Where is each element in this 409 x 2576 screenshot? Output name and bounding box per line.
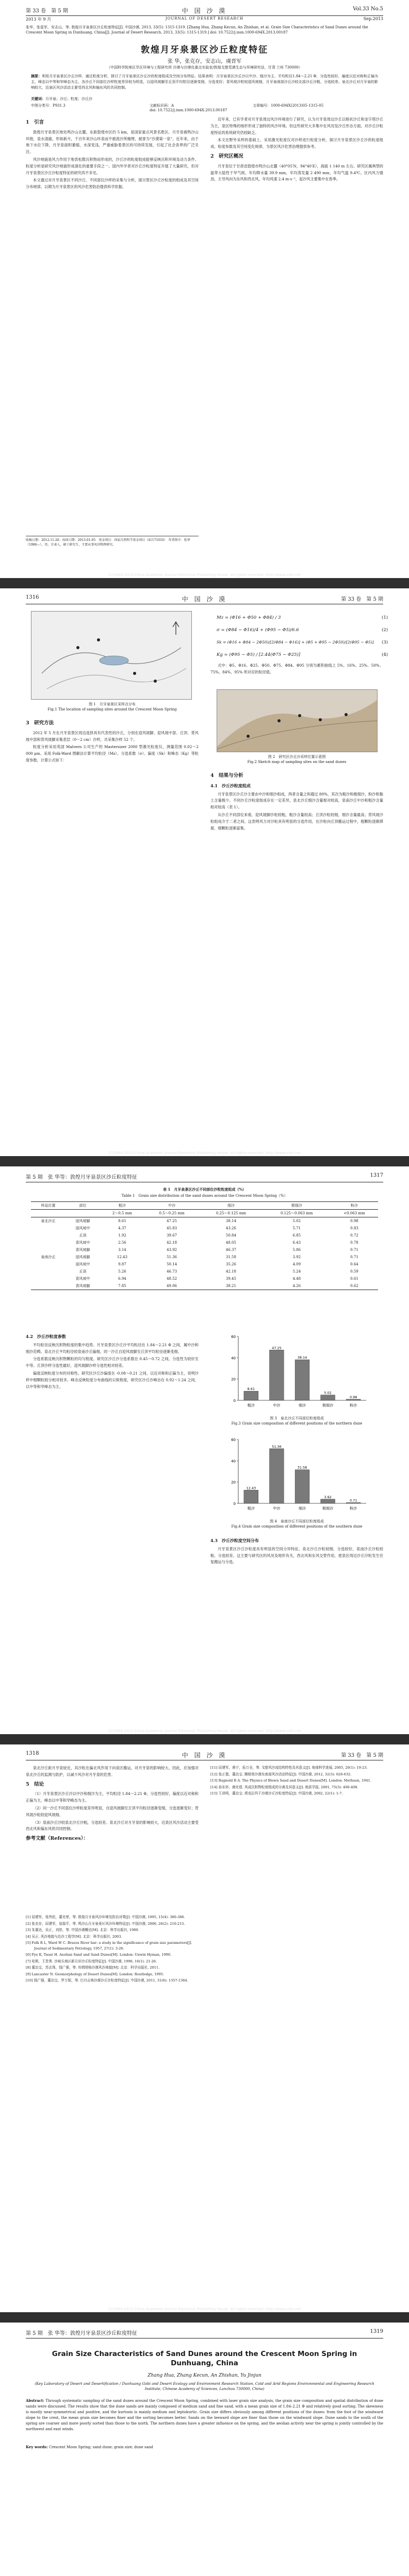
caption-en: Fig.3 Grain size composition of different positions of the northern dune bbox=[231, 1421, 363, 1426]
table-cell: 背风坡脚 bbox=[75, 1248, 90, 1252]
table-cell: 7.85 bbox=[118, 1284, 126, 1288]
table-header-cell: 粉沙 bbox=[350, 1204, 358, 1208]
equation-1: Mz = (Φ16 + Φ50 + Φ84) / 3 bbox=[217, 615, 281, 620]
table-row bbox=[31, 1217, 378, 1225]
paragraph: 平均粒径反映沉积物粒度的集中趋势。月牙泉景区沙丘沙平均粒径在 1.84～2.21 Φ 之间，属中沙和细沙范畴。泉北沙丘平均粒径较泉南沙丘偏细，同一沙丘自迎风坡脚至丘顶平均粒径逐渐变细。 bbox=[26, 1342, 199, 1354]
table-row bbox=[31, 1232, 378, 1239]
paper-title: 敦煌月牙泉景区沙丘粒度特征 bbox=[141, 45, 268, 55]
paragraph: （3）泉南沙丘沙较泉北沙丘沙粗，分选较差。泉北沙丘对月牙泉的影响较大，近泉区风沙活动主要受西北风和偏东风的共同控制。 bbox=[26, 1820, 199, 1832]
equation-3: Sk = (Φ16 + Φ84 − 2Φ50)/[2(Φ84 − Φ16)] + (Φ5 + Φ95 − 2Φ50)/[2(Φ95 − Φ5)] bbox=[217, 640, 374, 645]
page-number: 1318 bbox=[26, 1751, 39, 1756]
keywords bbox=[31, 96, 378, 102]
watermark: (C)1994-2013 China Academic Journal Electronic Publishing House. All rights reserved. http://www.cnki.net bbox=[108, 573, 301, 577]
data-label: 51.36 bbox=[272, 1444, 282, 1449]
figure-4-caption bbox=[210, 1519, 383, 1529]
page-2 bbox=[0, 588, 409, 1156]
doc-code: 文献标识码：A bbox=[150, 104, 174, 108]
page-separator bbox=[0, 1734, 409, 1744]
page-separator bbox=[0, 2312, 409, 2323]
paragraph: 月牙泉景区沙丘沙主要由中沙和细沙组成，两者含量之和超过 80%，其次为粗沙和极细沙，粉沙和黏土含量极少。不同沙丘沙粒度组成存在一定差异，泉北沙丘细沙含量相对较高，泉南沙丘中沙和粗沙含量相对较高（表 1）。 bbox=[210, 791, 383, 810]
reference-item: [1] 屈建军，张伟民，董光荣，等. 敦煌月牙泉风沙环境及防治对策[J]. 中国沙漠, 1995, 15(4): 380-386. bbox=[26, 1915, 185, 1919]
section-title: 1 引言 bbox=[26, 120, 44, 125]
table-cell: 6.43 bbox=[292, 1241, 301, 1245]
article-number: 文章编号：1000-694X(2013)05-1315-05 bbox=[253, 104, 324, 108]
keywords-text: Crescent Moon Spring; sand dune; grain size; dune sand bbox=[48, 2445, 153, 2449]
table-cell: 0.61 bbox=[350, 1277, 358, 1281]
table-subheader-cell: 2～0.5 mm bbox=[112, 1211, 132, 1215]
table-cell: 1.92 bbox=[118, 1233, 126, 1238]
data-label: 5.02 bbox=[324, 1391, 332, 1395]
equation-number: (4) bbox=[382, 652, 388, 657]
table-cell: 3.14 bbox=[118, 1248, 126, 1252]
bar bbox=[321, 1395, 335, 1400]
table-cell: 12.43 bbox=[117, 1255, 127, 1259]
reference-item: [13] Bagnold R A. The Physics of Blown Sand and Desert Dunes[M]. London: Methuen, 1941. bbox=[210, 1778, 371, 1783]
journal-name: 中 国 沙 漠 bbox=[182, 1752, 227, 1759]
table-subheader-cell: <0.063 mm bbox=[343, 1211, 365, 1215]
section-title: 4 结果与分析 bbox=[210, 773, 243, 778]
table-row bbox=[31, 1239, 378, 1246]
y-tick-label: 40 bbox=[231, 1356, 236, 1361]
running-header bbox=[26, 2329, 383, 2338]
english-keywords bbox=[26, 2444, 383, 2450]
table-subheader-cell: 0.25～0.125 mm bbox=[216, 1211, 247, 1215]
x-tick-label: 中沙 bbox=[273, 1506, 281, 1511]
english-abstract bbox=[26, 2398, 383, 2432]
table-cell: 46.73 bbox=[167, 1269, 177, 1274]
table-cell: 49.06 bbox=[167, 1284, 177, 1288]
table-cell: 0.71 bbox=[350, 1248, 358, 1252]
figure-1-caption bbox=[26, 702, 199, 712]
paragraph: 泉北沙丘距月牙泉较近，其沙粒在偏北风作用下向泉区搬运，对月牙泉的影响较大。因此，应加强对泉北沙丘的监测与防护，以减少风沙对月牙泉的危害。 bbox=[26, 1766, 199, 1777]
table-cell: 51.36 bbox=[167, 1255, 177, 1259]
bar bbox=[295, 1470, 309, 1503]
bar-chart-north bbox=[222, 1331, 371, 1414]
date-cn: 2013 年 9 月 bbox=[26, 17, 52, 22]
table-subheader-cell bbox=[66, 1210, 100, 1217]
data-label: 0.98 bbox=[349, 1395, 357, 1399]
caption-en: Fig.4 Grain size composition of different positions of the southern dune bbox=[231, 1524, 363, 1529]
paragraph: 本文在野外采样的基础上，采用激光粒度仪对沙样进行粒度分析，探讨月牙泉景区沙丘沙的粒度组成、粒度参数及其空间变化规律，为景区风沙危害治理提供参考。 bbox=[210, 138, 383, 149]
table-cell: 背风坡中 bbox=[75, 1241, 90, 1245]
table-row bbox=[31, 1282, 378, 1290]
data-label: 47.25 bbox=[272, 1346, 282, 1350]
equation-number: (1) bbox=[382, 615, 388, 620]
table-cell: 5.24 bbox=[292, 1269, 301, 1274]
paragraph: 粒度分析采用英国 Malvern 公司生产的 Mastersizer 2000 型激光粒度仪，测量范围 0.02～2 000 μm。采用 Folk-Ward 图解法计算平均粒径（Mz）、分选系数（σ）、偏度（Sk）和峰态（Kg）等粒度参数，计算公式如下： bbox=[26, 744, 199, 762]
table-cell: 迎风坡脚 bbox=[75, 1219, 90, 1223]
table-cell: 4.37 bbox=[118, 1226, 126, 1230]
section-title: 5 结论 bbox=[26, 1781, 44, 1787]
table-1-title: 表 1 月牙泉景区沙丘不同部位沙粒粒度组成（%） bbox=[163, 1187, 246, 1192]
y-tick-label: 60 bbox=[231, 1438, 236, 1442]
references-right bbox=[210, 1765, 383, 1798]
table-cell: 5.86 bbox=[292, 1248, 301, 1252]
table-cell: 泉南沙丘 bbox=[41, 1255, 56, 1259]
x-tick-label: 粉沙 bbox=[350, 1403, 357, 1408]
table-cell: 48.52 bbox=[167, 1277, 177, 1281]
table-cell: 42.18 bbox=[167, 1241, 177, 1245]
running-title: 第 5 期 张 华等：敦煌月牙泉景区沙丘粒度特征 bbox=[26, 1175, 137, 1180]
affiliation: （中国科学院寒区旱区环境与工程研究所 沙漠与沙漠化重点实验室/敦煌戈壁荒漠生态与环境研究站，甘肃 兰州 730000） bbox=[107, 65, 302, 70]
watermark: (C)1994-2013 China Academic Journal Electronic Publishing House. All rights reserved. http://www.cnki.net bbox=[108, 1729, 301, 1733]
volume: 第 33 卷 第 5 期 bbox=[341, 597, 383, 602]
paragraph: 分选系数反映沉积物颗粒的均匀程度。研究区沙丘沙分选系数在 0.45～0.72 之间，分选性为较好至中等。丘顶沙样分选性最好，迎风坡脚沙样分选性相对较差。 bbox=[26, 1357, 199, 1368]
table-cell: 48.05 bbox=[225, 1241, 236, 1245]
bar bbox=[270, 1350, 284, 1400]
y-tick-label: 20 bbox=[231, 1480, 236, 1485]
table-cell bbox=[31, 1268, 66, 1275]
english-authors: Zhang Hua, Zhang Kecun, An Zhishan, Yu Jinjun bbox=[148, 2373, 261, 2378]
x-tick-label: 极细沙 bbox=[322, 1506, 334, 1511]
table-row bbox=[31, 1261, 378, 1268]
table-cell: 0.64 bbox=[350, 1262, 358, 1266]
y-tick-label: 40 bbox=[231, 1459, 236, 1464]
reference-item: [5] Folk R L, Ward W C. Brazos River bar: a study in the significance of grain size parameters[J]. Journal of Sedimentary Petrology, 1957, 27(1): 3-26. bbox=[26, 1941, 192, 1951]
fund-footnote: 收稿日期：2012-11-20；改回日期：2013-01-05 基金项目：国家自然科学基金项目（41171010） 作者简介：张华（1986—），男，甘肃人，硕士研究生，主要从事风沙物理研究。 bbox=[26, 536, 199, 547]
page-4 bbox=[0, 1744, 409, 2312]
keywords-label: Key words: bbox=[26, 2445, 48, 2449]
column-right bbox=[210, 1535, 383, 1710]
table-header-cell: 中沙 bbox=[168, 1204, 176, 1208]
x-tick-label: 粗沙 bbox=[247, 1403, 255, 1408]
table-cell: 0.72 bbox=[350, 1233, 358, 1238]
caption-cn: 图 1 月牙泉景区采样点分布 bbox=[89, 702, 136, 706]
reference-item: [9] Lancaster N. Geomorphology of Desert Dunes[M]. London: Routledge, 1995. bbox=[26, 1972, 165, 1976]
table-row bbox=[31, 1246, 378, 1253]
table-cell: 5.26 bbox=[118, 1269, 126, 1274]
abstract bbox=[31, 73, 378, 91]
equation-number: (3) bbox=[382, 640, 388, 645]
table-cell: 47.25 bbox=[167, 1219, 177, 1223]
table-cell: 4.48 bbox=[292, 1277, 301, 1281]
table-cell: 3.92 bbox=[292, 1255, 301, 1259]
table-1 bbox=[31, 1201, 378, 1290]
data-label: 31.58 bbox=[297, 1465, 307, 1470]
figure-2-photo bbox=[217, 689, 378, 752]
table-cell: 43.92 bbox=[167, 1248, 177, 1252]
abstract-text: 利用月牙泉景区沙丘沙样，通过粒度分析，探讨了月牙泉景区沙丘沙的粒度组成及空间分布特征。结果表明：月牙泉景区沙丘沙以中沙、细沙为主，平均粒径1.84～2.21 Φ，分选性较好，偏度以近对称和正偏为主，峰态以中等和窄峰态为主。各沙丘不同部位沙样粒度差异较为明显，以迎风坡脚至丘顶平均粒径逐渐变细，分选变好；背风坡沙粒较迎风坡细，月牙泉南部沙丘沙较北部沙丘沙粗，分选较差。泉北沙丘对月牙泉的影响较大，近泉区风沙活动主要受西北风和偏东风的共同控制。 bbox=[31, 74, 379, 90]
page-separator bbox=[0, 578, 409, 588]
table-cell: 31.58 bbox=[225, 1255, 236, 1259]
paragraph: （1）月牙泉景区沙丘沙以中沙和细沙为主，平均粒径 1.84～2.21 Φ，分选性较好，偏度以近对称和正偏为主，峰态以中等和窄峰态为主。 bbox=[26, 1791, 199, 1803]
reference-item: [6] Pye K, Tsoar H. Aeolian Sand and Sand Dunes[M]. London: Unwin Hyman, 1990. bbox=[26, 1953, 172, 1957]
table-cell: 5.71 bbox=[292, 1226, 301, 1230]
caption-cn: 图 3 泉北沙丘不同部位粒度组成 bbox=[270, 1416, 324, 1420]
bar-chart-south bbox=[222, 1434, 371, 1517]
table-cell: 背风坡中 bbox=[75, 1277, 90, 1281]
page-number: 1317 bbox=[370, 1173, 383, 1178]
bar bbox=[321, 1499, 335, 1503]
table-cell: 38.21 bbox=[225, 1284, 236, 1288]
table-cell: 50.14 bbox=[167, 1262, 177, 1266]
paragraph: 敦煌月牙泉景区地处鸣沙山北麓，东距敦煌市区约 5 km，是国家重点风景名胜区。月牙泉被鸣沙山环抱，泉水清澈，形如新月，千百年来沙山环泉而不被流沙所掩埋，被誉为“沙漠第一泉”。近年来，由于地下水位下降，月牙泉面积萎缩，水深变浅，严重威胁着景区的可持续发展，引起了社会各界的广泛关注。 bbox=[26, 129, 199, 155]
section-title: 2 研究区概况 bbox=[210, 153, 243, 159]
reference-item: [7] 哈斯，王贵勇. 沙坡头地区新月形沙丘粒度特征[J]. 中国沙漠, 1996, 16(1): 21-26. bbox=[26, 1959, 157, 1963]
abstract-label: Abstract: bbox=[26, 2398, 44, 2403]
english-title: Grain Size Characteristics of Sand Dunes around the Crescent Moon Spring in Dunhuang, China bbox=[52, 2350, 357, 2367]
subsection-title: 4.1 沙丘沙粒度组成 bbox=[210, 783, 251, 788]
caption-en: Fig.2 Sketch map of sampling sites on the sand dunes bbox=[247, 760, 347, 764]
figure-4-chart bbox=[222, 1434, 371, 1517]
table-cell: 43.26 bbox=[225, 1226, 236, 1230]
page-number: 1319 bbox=[370, 2329, 383, 2334]
table-cell: 9.87 bbox=[118, 1262, 126, 1266]
volume-cn: 第 33 卷 第 5 期 bbox=[26, 8, 68, 14]
reference-item: [8] 董治宝，苏志珠，钱广强，等. 库姆塔格沙漠风沙地貌[M]. 北京：科学出版社, 2011. bbox=[26, 1965, 160, 1970]
table-row bbox=[31, 1275, 378, 1282]
paragraph: 月牙泉景区沙丘沙粒度具有明显的空间分异特征。泉北沙丘沙粒较细、分选较好，泉南沙丘沙粒较粗、分选较差。这主要与研究区的风况及地形有关，西北风和东风交替作用，使泉区周边沙丘沙粒发生往复搬运与分选。 bbox=[210, 1546, 383, 1565]
table-cell: 0.71 bbox=[350, 1255, 358, 1259]
table-cell: 39.45 bbox=[225, 1277, 236, 1281]
table-row bbox=[31, 1253, 378, 1261]
running-header bbox=[26, 1173, 383, 1182]
equation-number: (2) bbox=[382, 628, 388, 633]
page-3 bbox=[0, 1166, 409, 1734]
subsection-title: 4.3 沙丘沙粒度空间分布 bbox=[210, 1538, 259, 1543]
table-header-cell: 部位 bbox=[79, 1204, 87, 1208]
table-cell bbox=[31, 1246, 66, 1253]
table-cell: 迎风坡中 bbox=[75, 1262, 90, 1266]
keywords-label: 关键词： bbox=[31, 96, 45, 101]
table-subheader-cell: 0.125～0.063 mm bbox=[280, 1211, 313, 1215]
data-label: 12.43 bbox=[246, 1486, 256, 1490]
table-cell: 0.59 bbox=[350, 1269, 358, 1274]
table-header-row bbox=[31, 1202, 378, 1210]
reference-item: [10] 钱广强，董治宝，罗万银，等. 巴丹吉林沙漠沙丘沙粒度特征[J]. 中国沙漠, 2011, 31(6): 1357-1364. bbox=[26, 1978, 188, 1982]
equation-note bbox=[210, 663, 383, 683]
paragraph: 式中：Φ5、Φ16、Φ25、Φ50、Φ75、Φ84、Φ95 分别为累积曲线上 5%、16%、25%、50%、75%、84%、95% 所对应的粒径值。 bbox=[210, 663, 383, 674]
date-en: Sep.2013 bbox=[363, 16, 383, 21]
volume-en: Vol.33 No.5 bbox=[353, 6, 383, 12]
map-svg bbox=[31, 612, 191, 699]
x-tick-label: 细沙 bbox=[299, 1506, 306, 1511]
table-cell: 45.83 bbox=[167, 1226, 177, 1230]
table-header-cell: 粗沙 bbox=[118, 1204, 126, 1208]
table-header-cell: 极细沙 bbox=[291, 1204, 302, 1208]
table-cell: 39.67 bbox=[167, 1233, 177, 1238]
references-title: 参考文献（References）： bbox=[26, 1836, 88, 1842]
table-cell: 8.61 bbox=[118, 1219, 126, 1223]
abstract-text: Through systematic sampling of the sand dunes around the Crescent Moon Spring, combined with laser grain size analysis, the grain size composition and spatial distribution of dune sands were discussed. The results show that the dune sands are mainly composed of medium sand and fine sand, with a mean grain size of 1.84–2.21 Φ and relatively good sorting. The skewness is mostly near-symmetrical and positive, and the kurtosis is mainly medium and leptokurtic. Grain size differs obviously among different positions of the dunes: from the foot of the windward slope to the crest, the mean grain size becomes finer and the sorting becomes better. Sands on the leeward slope are finer than those on the windward slope. Dune sands to the south of the spring are coarser and more poorly sorted than those to the north. The northern dunes have a greater influence on the spring, and the aeolian activity near the spring is jointly controlled by the northwest and east winds. bbox=[26, 2399, 383, 2431]
dune-sketch-svg bbox=[217, 690, 377, 752]
bar bbox=[244, 1490, 258, 1503]
paragraph: 从沙丘不同部位来看，迎风坡脚沙粒较粗，粗沙含量较高；丘顶沙粒较细，细沙含量最高；背风坡沙粒组成介于二者之间。这表明风力对沙粒具有明显的分选作用，在沙粒向丘顶搬运过程中，粗颗粒逐渐滞留，细颗粒逐渐富集。 bbox=[210, 812, 383, 831]
table-cell: 2.56 bbox=[118, 1241, 126, 1245]
table-body bbox=[31, 1217, 378, 1290]
data-label: 8.61 bbox=[247, 1387, 255, 1392]
table-1-title-en: Table 1 Grain size distribution of the sand dunes around the Crescent Moon Spring（%） bbox=[121, 1194, 288, 1198]
reference-item: [4] 吴正. 风沙地貌与治沙工程学[M]. 北京：科学出版社, 2003. bbox=[26, 1934, 122, 1939]
y-tick-label: 60 bbox=[231, 1335, 236, 1339]
reference-item: [15] 王训明，董治宝. 塔克拉玛干沙漠沙丘沙粒度特征[J]. 中国沙漠, 2002, 22(1): 1-7. bbox=[210, 1791, 343, 1795]
subsection-title: 4.2 沙丘沙粒度参数 bbox=[26, 1334, 66, 1339]
table-cell: 6.85 bbox=[292, 1233, 301, 1238]
paragraph: 月牙泉位于甘肃省敦煌市鸣沙山北麓（40°05′N，94°40′E），海拔 1 140 m 左右。研究区属典型的温带大陆性干旱气候，年均降水量 39.9 mm，年均蒸发量 2 490 mm，年均气温 9.4℃。区内风力强劲，主导风向为东风和西北风，年均风速 2.4 m·s⁻¹，起沙风主要集中在春季。 bbox=[210, 163, 383, 182]
table-cell: 38.14 bbox=[225, 1219, 236, 1223]
table-cell bbox=[31, 1282, 66, 1290]
y-tick-label: 20 bbox=[231, 1377, 236, 1382]
column-left bbox=[26, 717, 199, 1119]
page-1 bbox=[0, 0, 409, 578]
paragraph: 偏度反映粒度分布的对称性。研究区沙丘沙偏度在 -0.08～0.21 之间，以近对称和正偏为主，说明沙样中细颗粒组分相对较多。峰态反映粒度分布曲线的尖锐程度，研究区沙丘沙峰态在 0.92～1.24 之间，以中等和窄峰态为主。 bbox=[26, 1370, 199, 1389]
y-tick-label: 0 bbox=[233, 1502, 236, 1506]
caption-cn: 图 4 泉南沙丘不同部位粒度组成 bbox=[270, 1519, 324, 1523]
table-cell bbox=[31, 1275, 66, 1282]
running-header bbox=[26, 1751, 383, 1760]
table-subheader-row bbox=[31, 1210, 378, 1217]
table-cell: 35.26 bbox=[225, 1262, 236, 1266]
column-left bbox=[26, 116, 199, 508]
table-cell: 46.37 bbox=[225, 1248, 236, 1252]
caption-en: Fig.1 The location of sampling sites around the Crescent Moon Spring bbox=[47, 707, 177, 711]
page-separator bbox=[0, 1156, 409, 1166]
page-5 bbox=[0, 2323, 409, 2576]
article-meta bbox=[31, 103, 378, 108]
reference-item: [11] 屈建军，黄宁，拓万全，等. 戈壁风沙流结构特性及其意义[J]. 地球科学进展, 2005, 20(1): 19-23. bbox=[210, 1766, 368, 1770]
running-header bbox=[26, 6, 383, 16]
paragraph: 风沙地貌是风力作用于地表松散沉积物而形成的，沙丘沙的粒度组成能够反映沉积环境及动力条件。粒度分析是研究风沙地貌形成演化的重要手段之一。国内外学者对沙丘沙粒度特征开展了大量研究，但对月牙泉景区沙丘沙粒度特征的研究尚不多见。 bbox=[26, 157, 199, 175]
watermark: (C)1994-2013 China Academic Journal Electronic Publishing House. All rights reserved. http://www.cnki.net bbox=[108, 1151, 301, 1155]
watermark: (C)1994-2013 China Academic Journal Electronic Publishing House. All rights reserved. http://www.cnki.net bbox=[108, 2307, 301, 2311]
bar bbox=[346, 1399, 361, 1400]
keywords-text: 月牙泉；沙丘；粒度；沙丘沙 bbox=[45, 97, 92, 101]
table-cell: 丘顶 bbox=[79, 1269, 87, 1274]
equation-2: σ = (Φ84 − Φ16)/4 + (Φ95 − Φ5)/6.6 bbox=[217, 628, 299, 633]
x-tick-label: 细沙 bbox=[299, 1403, 306, 1408]
running-header bbox=[26, 595, 383, 604]
english-affiliation: (Key Laboratory of Desert and Desertification / Dunhuang Gobi and Desert Ecology and Environment Research Station, Cold and Arid Regions Environmental and Engineering Research Institute, Chinese Academy of Sciences, Lanzhou 730000, China) bbox=[35, 2382, 374, 2391]
table-cell: 泉北沙丘 bbox=[41, 1219, 56, 1223]
section-title: 3 研究方法 bbox=[26, 720, 54, 726]
y-tick-label: 0 bbox=[233, 1399, 236, 1403]
table-cell: 迎风坡中 bbox=[75, 1226, 90, 1230]
caption-cn: 图 2 研究区沙丘沙采样位置示意图 bbox=[268, 755, 326, 759]
x-tick-label: 粉沙 bbox=[350, 1506, 357, 1511]
figure-3-caption bbox=[210, 1416, 383, 1426]
column-right bbox=[210, 770, 383, 1079]
reference-item: [14] 孙东怀，鹿化煜. 风成沉积物粒度组成的分离及其意义[J]. 地质学报, 2001, 75(3): 400-408. bbox=[210, 1785, 358, 1789]
table-cell bbox=[31, 1261, 66, 1268]
paragraph: 2012 年 5 月在月牙泉景区周边选择具有代表性的沙丘，分别在迎风坡脚、迎风坡中部、丘顶、背风坡中部和背风坡脚采集表层（0～2 cm）沙样，共采集沙样 52 个。 bbox=[26, 730, 199, 742]
references-left bbox=[26, 1914, 199, 1985]
journal-name: 中 国 沙 漠 bbox=[182, 596, 227, 603]
table-row bbox=[31, 1225, 378, 1232]
abstract-label: 摘要： bbox=[31, 74, 42, 78]
table-subheader-cell bbox=[31, 1210, 66, 1217]
clc-number: 中图分类号：P931.3 bbox=[31, 104, 66, 108]
table-cell: 0.62 bbox=[350, 1284, 358, 1288]
table-cell bbox=[31, 1225, 66, 1232]
reference-item: [12] 张正偲，董治宝. 腾格里沙漠东南部风沙活动特征[J]. 中国沙漠, 2012, 32(3): 626-632. bbox=[210, 1772, 352, 1776]
column-left bbox=[26, 1331, 199, 1718]
table-cell: 5.02 bbox=[292, 1219, 301, 1223]
table-cell bbox=[31, 1239, 66, 1246]
doi-text: doi: 10.7522/j.issn.1000-694X.2013.00187 bbox=[150, 108, 227, 112]
table-cell bbox=[31, 1232, 66, 1239]
table-cell: 6.94 bbox=[118, 1277, 126, 1281]
volume: 第 33 卷 第 5 期 bbox=[341, 1753, 383, 1758]
paragraph: 近年来，已有学者对月牙泉周边风沙环境进行了研究，认为月牙泉周边沙丘以格状沙丘和金字塔沙丘为主，泉区特殊的地形形成了独特的风沙环境。但这些研究大多集中在风况及沙丘形态方面，对沙丘沙粒度特征的系统研究仍较缺乏。 bbox=[210, 117, 383, 135]
reference-item: [2] 张克存，屈建军，俎瑞平，等. 鸣沙山月牙泉景区风沙环境特征[J]. 中国沙漠, 2006, 26(2): 210-215. bbox=[26, 1921, 185, 1926]
journal-name-en: JOURNAL OF DESERT RESEARCH bbox=[165, 16, 244, 21]
bar bbox=[244, 1391, 258, 1400]
table-subheader-cell: 0.5～0.25 mm bbox=[159, 1211, 185, 1215]
table-cell: 0.83 bbox=[350, 1226, 358, 1230]
figure-3-chart bbox=[222, 1331, 371, 1414]
paragraph: （2）同一沙丘不同部位沙样粒度差异明显，自迎风坡脚至丘顶平均粒径逐渐变细，分选逐渐变好；背风坡沙粒较迎风坡细。 bbox=[26, 1805, 199, 1817]
x-tick-label: 中沙 bbox=[273, 1403, 281, 1408]
table-cell: 丘顶 bbox=[79, 1233, 87, 1238]
data-label: 3.92 bbox=[324, 1495, 332, 1499]
table-cell: 4.09 bbox=[292, 1262, 301, 1266]
table-cell: 背风坡脚 bbox=[75, 1284, 90, 1288]
bar bbox=[270, 1449, 284, 1503]
table-header-cell: 细沙 bbox=[227, 1204, 235, 1208]
doi bbox=[31, 108, 378, 113]
citation: 张华，张雷军，安志山，等. 敦煌月牙泉景区沙丘粒度特征[J]. 中国沙漠, 2013, 33(5): 1315-1319. [Zhang Hua, Zhang Kecun, An Zhishan, et al. Grain Size Characteristics of Sand Dunes around the Crescent Moon Spring in Dunhuang, China[J]. Journal of Desert Research, 2013, 33(5): 1315-1319.] doi: 10.7522/j.issn.1000-694X.2013.00187 bbox=[26, 25, 368, 35]
journal-name: 中 国 沙 漠 bbox=[182, 7, 227, 14]
figure-1-map bbox=[31, 611, 192, 700]
page-number: 1316 bbox=[26, 595, 39, 600]
figure-2-caption bbox=[210, 754, 383, 765]
running-title: 第 5 期 张 华等：敦煌月牙泉景区沙丘粒度特征 bbox=[26, 2331, 137, 2336]
table-row bbox=[31, 1268, 378, 1275]
table-cell: 0.78 bbox=[350, 1241, 358, 1245]
table-cell: 4.26 bbox=[292, 1284, 301, 1288]
table-cell: 42.18 bbox=[225, 1269, 236, 1274]
table-cell: 50.84 bbox=[225, 1233, 236, 1238]
authors: 张 华，张克存，安志山，虞晋军 bbox=[167, 59, 242, 64]
table-cell: 迎风坡脚 bbox=[75, 1255, 90, 1259]
table-cell: 0.98 bbox=[350, 1219, 358, 1223]
equation-4: Kg = (Φ95 − Φ5) / [2.44(Φ75 − Φ25)] bbox=[217, 652, 301, 657]
reference-item: [3] 朱震达，吴正，刘恕，等. 中国沙漠概论[M]. 北京：科学出版社, 1980. bbox=[26, 1928, 139, 1932]
x-tick-label: 极细沙 bbox=[322, 1403, 334, 1408]
paragraph: 本文通过对月牙泉景区不同沙丘、不同部位沙样的采集与分析，探讨景区沙丘沙粒度的组成及其空间分布规律，以期为月牙泉景区的风沙危害防治提供科学依据。 bbox=[26, 178, 199, 190]
data-label: 38.14 bbox=[297, 1355, 307, 1360]
table-header-cell: 样品位置 bbox=[41, 1204, 56, 1208]
bar bbox=[295, 1360, 309, 1400]
column-right bbox=[210, 116, 383, 374]
data-label: 0.71 bbox=[349, 1498, 357, 1503]
x-tick-label: 粗沙 bbox=[247, 1506, 255, 1511]
